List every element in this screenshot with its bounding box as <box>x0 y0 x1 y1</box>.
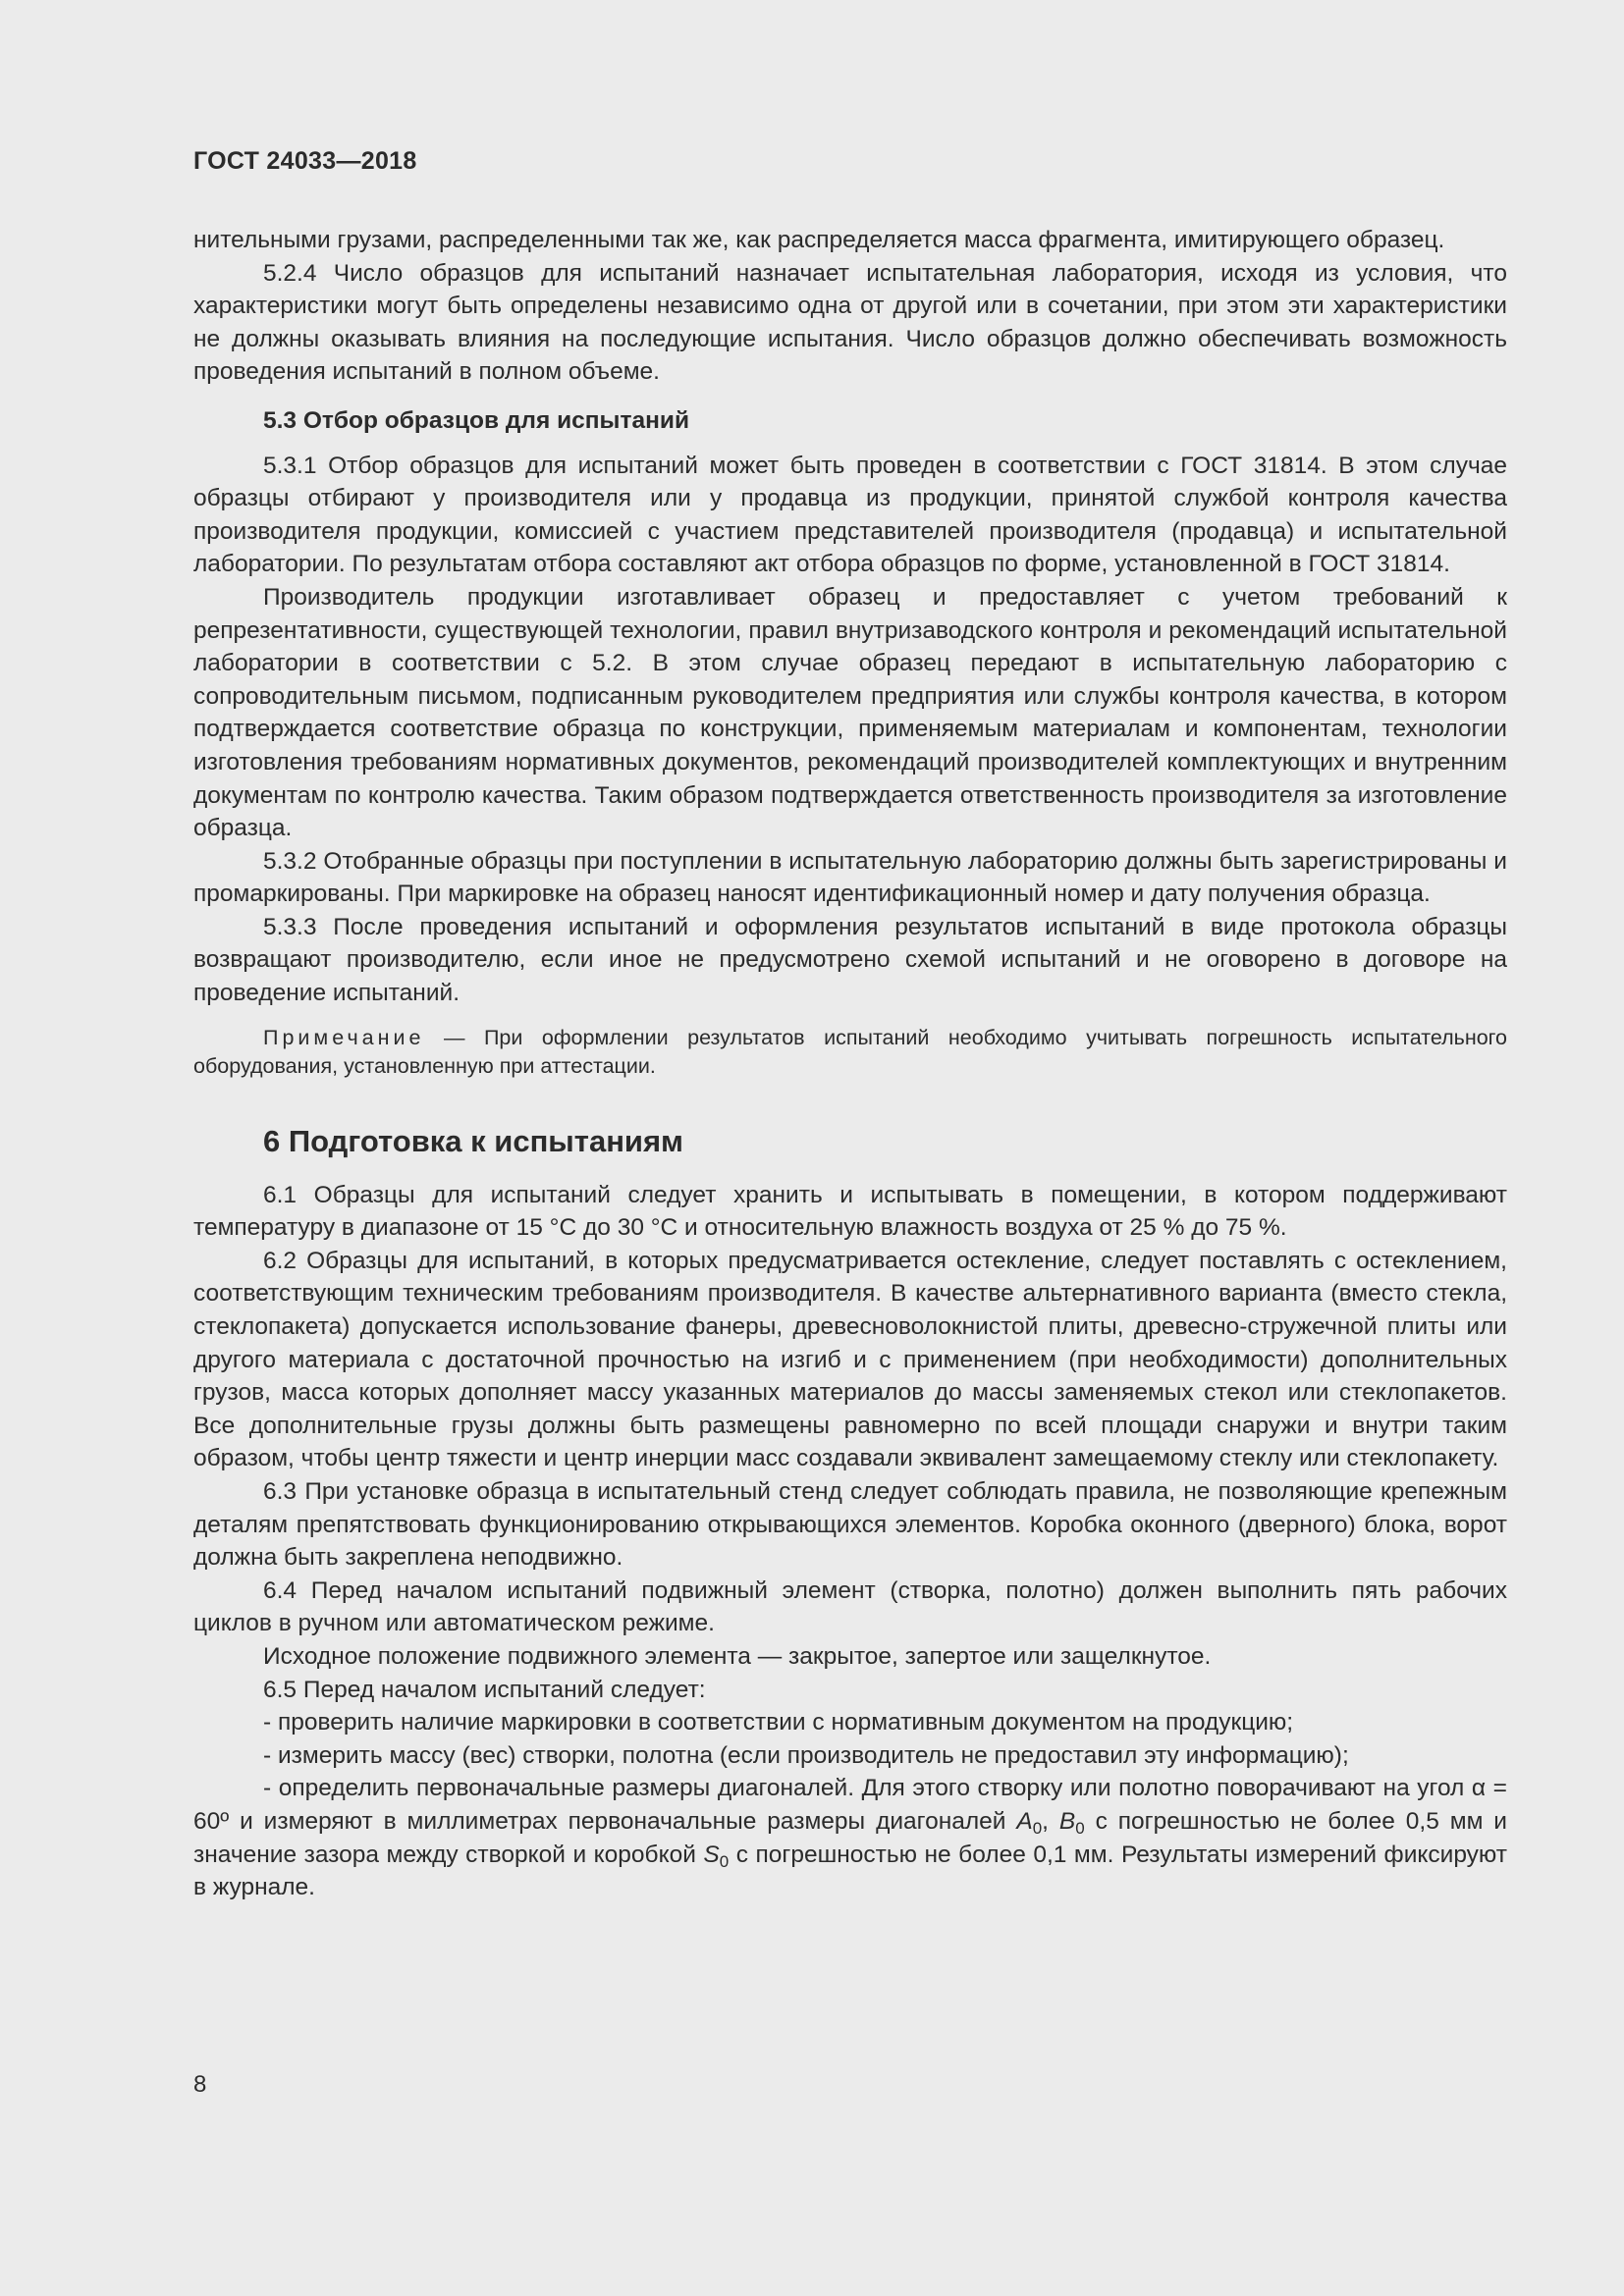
paragraph-6-3: 6.3 При установке образца в испытательный стенд следует соблюдать правила, не позволяющие крепежным деталям препятствовать функционированию открывающихся элементов. Коробка оконного (дверного) блока, ворот должна быть закреплена неподвижно. <box>193 1478 1507 1572</box>
section-heading-6: 6 Подготовка к испытаниям <box>263 1123 683 1158</box>
var-a: A <box>1016 1807 1033 1835</box>
page-number: 8 <box>193 2071 207 2098</box>
paragraph-6-1: 6.1 Образцы для испытаний следует хранить и испытывать в помещении, в котором поддерживают температуру в диапазоне от 15 °С до 30 °С и относительную влажность воздуха от 25 % до 75 %. <box>193 1181 1507 1242</box>
var-s: S <box>703 1841 720 1868</box>
paragraph-6-5: 6.5 Перед началом испытаний следует: <box>263 1676 706 1703</box>
paragraph-6-4: 6.4 Перед началом испытаний подвижный элемент (створка, полотно) должен выполнить пять рабочих циклов в ручном или автоматическом режиме. <box>193 1576 1507 1637</box>
paragraph-6-2: 6.2 Образцы для испытаний, в которых предусматривается остекление, следует поставлять с остеклением, соответствующим техническим требованиям производителя. В качестве альтернативного варианта (вместо стекла, стеклопакета) допускается использование фанеры, древесноволокнистой плиты, древесно-стружечной плиты или другого материала с достаточной прочностью на изгиб и с применением (при необходимости) дополнительных грузов, масса которых дополняет массу указанных материалов до массы заменяемых стекол или стеклопакетов. Все дополнительные грузы должны быть размещены равномерно по всей площади снаружи и внутри таким образом, чтобы центр тяжести и центр инерции масс создавали эквивалент замещаемому стеклу или стеклопакету. <box>193 1247 1507 1472</box>
sub-s: 0 <box>719 1851 730 1871</box>
document-body <box>193 224 1507 1904</box>
paragraph-5-2-4: 5.2.4 Число образцов для испытаний назначает испытательная лаборатория, исходя из условия, что характеристики могут быть определены независимо одна от другой или в сочетании, при этом эти характеристики не должны оказывать влияния на последующие испытания. Число образцов должно обеспечивать возможность проведения испытаний в полном объеме. <box>193 259 1507 386</box>
list-item-marking: - проверить наличие маркировки в соответствии с нормативным документом на продукцию; <box>263 1709 1294 1736</box>
note-label: Примечание <box>263 1025 425 1049</box>
document-header: ГОСТ 24033—2018 <box>193 147 417 175</box>
diagonals-text-1: - определить первоначальные размеры диагоналей. Для этого створку или полотно поворачивают на угол α = 60º и измеряют в миллиметрах первоначальные размеры диагоналей <box>193 1775 1507 1835</box>
diagonals-text-2: с погрешностью не более 0,5 мм и значение зазора между створкой и коробкой <box>193 1807 1507 1868</box>
paragraph-5-3-3: 5.3.3 После проведения испытаний и оформления результатов испытаний в виде протокола образцы возвращают производителю, если иное не предусмотрено схемой испытаний и не оговорено в договоре на проведение испытаний. <box>193 913 1507 1007</box>
subsection-heading-5-3: 5.3 Отбор образцов для испытаний <box>263 406 690 434</box>
diagonals-text-3: с погрешностью не более 0,1 мм. Результаты измерений фиксируют в журнале. <box>193 1841 1507 1901</box>
sub-a: 0 <box>1032 1818 1043 1838</box>
note <box>193 1024 1507 1081</box>
paragraph-manufacturer: Производитель продукции изготавливает образец и предоставляет с учетом требований к репрезентативности, существующей технологии, правил внутризаводского контроля и рекомендаций испытательной лаборатории в соответствии с 5.2. В этом случае образец передают в испытательную лабораторию с сопроводительным письмом, подписанным руководителем предприятия или службы контроля качества, в котором подтверждается соответствие образца по конструкции, применяемым материалам и компонентам, технологии изготовления требованиям нормативных документов, рекомендаций производителей комплектующих и внутренним документам по контролю качества. Таким образом подтверждается ответственность производителя за изготовление образца. <box>193 583 1507 842</box>
paragraph-5-3-2: 5.3.2 Отобранные образцы при поступлении в испытательную лабораторию должны быть зарегистрированы и промаркированы. При маркировке на образец наносят идентификационный номер и дату получения образца. <box>193 847 1507 908</box>
paragraph-continuation: нительными грузами, распределенными так же, как распределяется масса фрагмента, имитирующего образец. <box>193 227 1445 253</box>
paragraph-initial-position: Исходное положение подвижного элемента — закрытое, запертое или защелкнутое. <box>263 1642 1212 1670</box>
diagonals-comma: , <box>1042 1807 1059 1835</box>
note-text: — При оформлении результатов испытаний необходимо учитывать погрешность испытательного оборудования, установленную при аттестации. <box>193 1025 1507 1078</box>
var-b: B <box>1058 1807 1076 1835</box>
sub-b: 0 <box>1075 1818 1085 1838</box>
list-item-mass: - измерить массу (вес) створки, полотна (если производитель не предоставил эту информацию); <box>263 1741 1349 1769</box>
paragraph-5-3-1: 5.3.1 Отбор образцов для испытаний может быть проведен в соответствии с ГОСТ 31814. В этом случае образцы отбирают у производителя или у продавца из продукции, принятой службой контроля качества производителя продукции, комиссией с участием представителей производителя (продавца) и испытательной лаборатории. По результатам отбора составляют акт отбора образцов по форме, установленной в ГОСТ 31814. <box>193 452 1507 578</box>
list-item-diagonals <box>193 1772 1507 1903</box>
